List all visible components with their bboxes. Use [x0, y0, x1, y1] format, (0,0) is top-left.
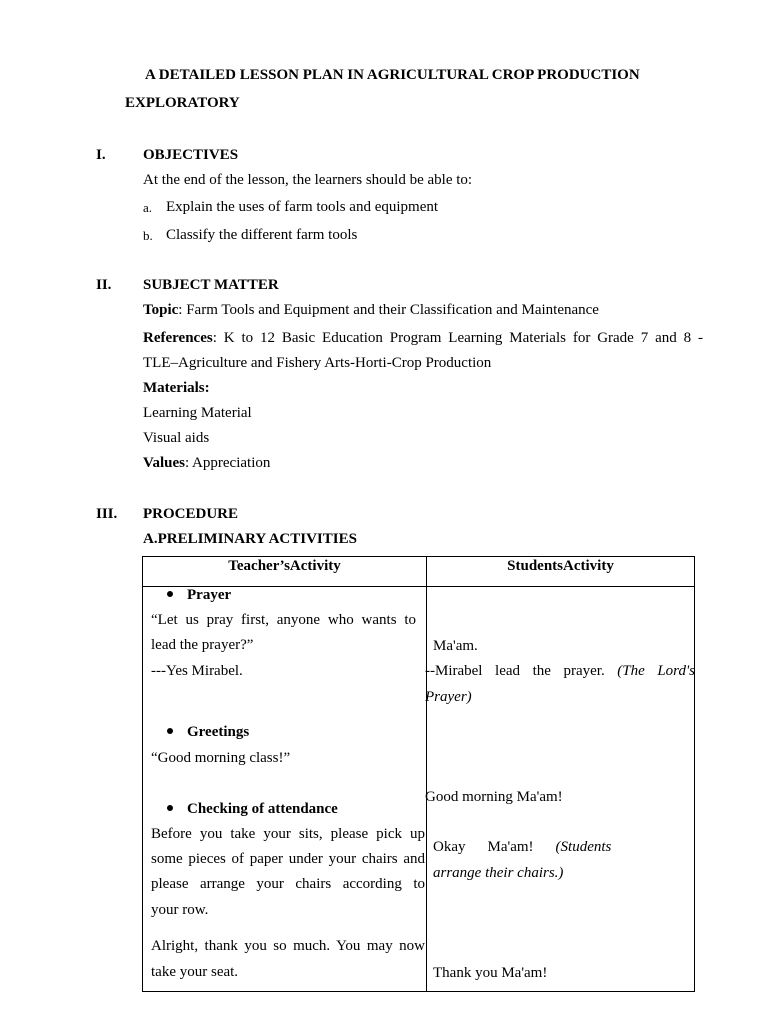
closing-line: Alright, thank you so much. You may now — [151, 938, 425, 954]
bullet-icon — [167, 728, 173, 734]
values-label: Values — [143, 455, 185, 471]
section-heading-objectives: OBJECTIVES — [143, 147, 239, 163]
references-label: References — [143, 330, 213, 346]
attendance-line: some pieces of paper under your chairs and — [151, 851, 425, 867]
prayer-line: “Let us pray first, anyone who wants to — [151, 612, 416, 628]
prayer-line: ---Yes Mirabel. — [151, 663, 243, 679]
student-response: Ma'am. — [433, 638, 478, 654]
attendance-line: please arrange your chairs according to — [151, 876, 425, 892]
prayer-title: Prayer — [187, 587, 232, 603]
attendance-item — [167, 801, 338, 818]
students-activity-header: StudentsActivity — [427, 557, 695, 587]
prayer-item — [167, 587, 231, 604]
student-response-note: Prayer) — [425, 689, 472, 705]
student-response-okay — [433, 839, 611, 856]
student-response-note: (Students — [555, 839, 612, 855]
topic-value: : Farm Tools and Equipment and their Classification and Maintenance — [178, 302, 599, 318]
student-response-mirabel — [425, 663, 695, 680]
preliminary-activities-heading: A.PRELIMINARY ACTIVITIES — [143, 531, 357, 547]
section-heading-procedure: PROCEDURE — [143, 506, 239, 522]
values-value: : Appreciation — [184, 455, 271, 471]
attendance-line: your row. — [151, 902, 209, 918]
student-response-note: arrange their chairs.) — [433, 865, 564, 881]
student-response: Thank you Ma'am! — [433, 965, 548, 981]
section-heading-subject-matter: SUBJECT MATTER — [143, 277, 279, 293]
students-activity-cell — [427, 587, 695, 992]
student-response-note: (The Lord's — [617, 663, 695, 679]
topic-label: Topic — [143, 302, 179, 318]
topic-line — [143, 302, 599, 319]
activities-table — [142, 556, 695, 992]
materials-item: Learning Material — [143, 405, 252, 421]
bullet-icon — [167, 591, 173, 597]
materials-item: Visual aids — [143, 430, 210, 446]
attendance-line: Before you take your sits, please pick up — [151, 826, 425, 842]
references-line2: TLE–Agriculture and Fishery Arts-Horti-Crop Production — [143, 355, 492, 371]
attendance-title: Checking of attendance — [187, 801, 338, 817]
objective-letter-a: a. — [143, 200, 153, 215]
values-line — [143, 455, 270, 472]
teacher-activity-header: Teacher’sActivity — [143, 557, 427, 587]
objective-item-a: Explain the uses of farm tools and equipment — [166, 199, 439, 215]
student-response-text: --Mirabel lead the prayer. — [425, 663, 605, 679]
section-number-subject-matter: II. — [96, 277, 112, 293]
greetings-title: Greetings — [187, 724, 250, 740]
student-response-text: Ma'am! — [487, 839, 534, 855]
section-number-procedure: III. — [96, 506, 118, 522]
objective-letter-b: b. — [143, 228, 153, 243]
objective-item-b: Classify the different farm tools — [166, 227, 358, 243]
student-response: Good morning Ma'am! — [425, 789, 563, 805]
prayer-line: lead the prayer?” — [151, 637, 254, 653]
student-response-text: Okay — [433, 839, 466, 855]
closing-line: take your seat. — [151, 964, 239, 980]
section-number-objectives: I. — [96, 147, 106, 163]
greetings-item — [167, 724, 249, 741]
references-value: : K to 12 Basic Education Program Learning Materials for Grade 7 and 8 - — [212, 330, 703, 346]
greetings-line: “Good morning class!” — [151, 750, 291, 766]
document-subtitle: EXPLORATORY — [125, 95, 240, 111]
materials-label: Materials: — [143, 380, 210, 396]
bullet-icon — [167, 805, 173, 811]
document-title: A DETAILED LESSON PLAN IN AGRICULTURAL CROP PRODUCTION — [145, 67, 640, 83]
teacher-activity-cell — [143, 587, 427, 992]
objectives-intro: At the end of the lesson, the learners should be able to: — [143, 172, 473, 188]
references-line1 — [143, 330, 703, 347]
